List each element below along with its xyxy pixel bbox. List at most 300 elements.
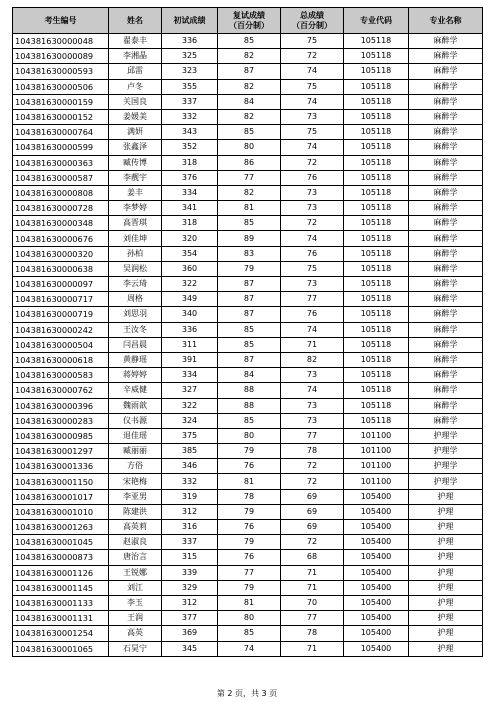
cell-exam-id: 104381630000985 bbox=[13, 428, 109, 443]
cell-total-score: 77 bbox=[281, 611, 344, 626]
cell-exam-id: 104381630000097 bbox=[13, 277, 109, 292]
cell-total-score: 73 bbox=[281, 398, 344, 413]
table-row bbox=[13, 504, 483, 519]
cell-exam-id: 104381630001145 bbox=[13, 580, 109, 595]
table-row bbox=[13, 626, 483, 641]
cell-retest-score: 82 bbox=[218, 185, 281, 200]
cell-exam-id: 104381630000583 bbox=[13, 368, 109, 383]
cell-name: 仪书源 bbox=[109, 413, 162, 428]
cell-major-code: 101100 bbox=[344, 444, 409, 459]
table-row bbox=[13, 307, 483, 322]
cell-major-code: 105118 bbox=[344, 216, 409, 231]
cell-initial-score: 334 bbox=[162, 368, 218, 383]
cell-retest-score: 85 bbox=[218, 626, 281, 641]
cell-name: 蒋婷婷 bbox=[109, 368, 162, 383]
cell-exam-id: 104381630000587 bbox=[13, 170, 109, 185]
cell-major-code: 105118 bbox=[344, 49, 409, 64]
cell-name: 翟泰丰 bbox=[109, 34, 162, 49]
cell-major-code: 105118 bbox=[344, 185, 409, 200]
cell-exam-id: 104381630001150 bbox=[13, 474, 109, 489]
cell-total-score: 78 bbox=[281, 444, 344, 459]
cell-major-code: 105118 bbox=[344, 246, 409, 261]
cell-exam-id: 104381630000283 bbox=[13, 413, 109, 428]
cell-initial-score: 376 bbox=[162, 170, 218, 185]
cell-retest-score: 85 bbox=[218, 34, 281, 49]
cell-name: 李亚男 bbox=[109, 489, 162, 504]
cell-exam-id: 104381630000717 bbox=[13, 292, 109, 307]
cell-name: 李梦婷 bbox=[109, 201, 162, 216]
cell-major-name: 护理学 bbox=[409, 459, 483, 474]
cell-major-code: 105400 bbox=[344, 504, 409, 519]
cell-total-score: 74 bbox=[281, 140, 344, 155]
cell-exam-id: 104381630000506 bbox=[13, 79, 109, 94]
cell-initial-score: 334 bbox=[162, 185, 218, 200]
cell-initial-score: 346 bbox=[162, 459, 218, 474]
cell-exam-id: 104381630000593 bbox=[13, 64, 109, 79]
cell-name: 方俗 bbox=[109, 459, 162, 474]
cell-initial-score: 352 bbox=[162, 140, 218, 155]
cell-total-score: 76 bbox=[281, 170, 344, 185]
cell-total-score: 72 bbox=[281, 216, 344, 231]
cell-major-name: 麻醉学 bbox=[409, 140, 483, 155]
cell-name: 魏雨歆 bbox=[109, 398, 162, 413]
cell-total-score: 72 bbox=[281, 155, 344, 170]
cell-exam-id: 104381630000089 bbox=[13, 49, 109, 64]
cell-major-name: 麻醉学 bbox=[409, 261, 483, 276]
cell-total-score: 71 bbox=[281, 641, 344, 656]
cell-major-code: 105118 bbox=[344, 170, 409, 185]
cell-exam-id: 104381630001010 bbox=[13, 504, 109, 519]
cell-major-name: 麻醉学 bbox=[409, 34, 483, 49]
cell-name: 卢冬 bbox=[109, 79, 162, 94]
table-row bbox=[13, 444, 483, 459]
cell-retest-score: 81 bbox=[218, 595, 281, 610]
cell-initial-score: 391 bbox=[162, 352, 218, 367]
cell-total-score: 73 bbox=[281, 368, 344, 383]
cell-name: 黄静瑶 bbox=[109, 352, 162, 367]
header-name: 姓名 bbox=[109, 8, 162, 34]
cell-name: 邱雷 bbox=[109, 64, 162, 79]
cell-name: 李湘晶 bbox=[109, 49, 162, 64]
cell-retest-score: 85 bbox=[218, 413, 281, 428]
cell-major-name: 护理 bbox=[409, 550, 483, 565]
cell-retest-score: 82 bbox=[218, 79, 281, 94]
cell-major-name: 护理 bbox=[409, 489, 483, 504]
cell-exam-id: 104381630000762 bbox=[13, 383, 109, 398]
cell-major-name: 麻醉学 bbox=[409, 368, 483, 383]
cell-major-name: 麻醉学 bbox=[409, 201, 483, 216]
table-row bbox=[13, 155, 483, 170]
cell-total-score: 82 bbox=[281, 352, 344, 367]
cell-name: 辛威健 bbox=[109, 383, 162, 398]
cell-major-code: 105118 bbox=[344, 261, 409, 276]
cell-exam-id: 104381630001017 bbox=[13, 489, 109, 504]
cell-major-name: 护理学 bbox=[409, 428, 483, 443]
cell-major-name: 护理 bbox=[409, 565, 483, 580]
cell-initial-score: 311 bbox=[162, 337, 218, 352]
cell-exam-id: 104381630000320 bbox=[13, 246, 109, 261]
cell-exam-id: 104381630001065 bbox=[13, 641, 109, 656]
cell-major-name: 麻醉学 bbox=[409, 292, 483, 307]
cell-retest-score: 78 bbox=[218, 489, 281, 504]
cell-total-score: 75 bbox=[281, 125, 344, 140]
cell-major-code: 105400 bbox=[344, 535, 409, 550]
cell-initial-score: 312 bbox=[162, 504, 218, 519]
cell-initial-score: 318 bbox=[162, 216, 218, 231]
cell-total-score: 74 bbox=[281, 322, 344, 337]
table-row bbox=[13, 368, 483, 383]
table-row bbox=[13, 170, 483, 185]
cell-exam-id: 104381630000348 bbox=[13, 216, 109, 231]
cell-name: 孙柏 bbox=[109, 246, 162, 261]
table-row bbox=[13, 535, 483, 550]
cell-retest-score: 79 bbox=[218, 535, 281, 550]
cell-exam-id: 104381630000764 bbox=[13, 125, 109, 140]
table-row bbox=[13, 49, 483, 64]
cell-exam-id: 104381630000873 bbox=[13, 550, 109, 565]
cell-name: 臧丽丽 bbox=[109, 444, 162, 459]
cell-name: 关国良 bbox=[109, 94, 162, 109]
cell-name: 吴润松 bbox=[109, 261, 162, 276]
cell-total-score: 72 bbox=[281, 459, 344, 474]
cell-initial-score: 340 bbox=[162, 307, 218, 322]
table-row bbox=[13, 79, 483, 94]
cell-major-name: 麻醉学 bbox=[409, 64, 483, 79]
cell-major-name: 麻醉学 bbox=[409, 216, 483, 231]
header-row bbox=[13, 8, 483, 34]
cell-major-name: 麻醉学 bbox=[409, 398, 483, 413]
cell-exam-id: 104381630000396 bbox=[13, 398, 109, 413]
table-row bbox=[13, 489, 483, 504]
cell-total-score: 73 bbox=[281, 277, 344, 292]
cell-major-name: 护理学 bbox=[409, 474, 483, 489]
cell-initial-score: 337 bbox=[162, 535, 218, 550]
cell-retest-score: 82 bbox=[218, 109, 281, 124]
cell-major-code: 105400 bbox=[344, 489, 409, 504]
table-row bbox=[13, 216, 483, 231]
cell-total-score: 72 bbox=[281, 535, 344, 550]
cell-retest-score: 79 bbox=[218, 444, 281, 459]
cell-major-name: 麻醉学 bbox=[409, 277, 483, 292]
cell-total-score: 77 bbox=[281, 428, 344, 443]
cell-name: 唐治言 bbox=[109, 550, 162, 565]
cell-retest-score: 85 bbox=[218, 322, 281, 337]
table-row bbox=[13, 277, 483, 292]
cell-major-code: 101100 bbox=[344, 459, 409, 474]
cell-total-score: 74 bbox=[281, 383, 344, 398]
cell-major-name: 麻醉学 bbox=[409, 246, 483, 261]
cell-total-score: 69 bbox=[281, 504, 344, 519]
cell-major-name: 麻醉学 bbox=[409, 337, 483, 352]
cell-major-code: 105118 bbox=[344, 352, 409, 367]
cell-major-code: 105118 bbox=[344, 277, 409, 292]
table-row bbox=[13, 428, 483, 443]
cell-retest-score: 76 bbox=[218, 550, 281, 565]
cell-exam-id: 104381630001133 bbox=[13, 595, 109, 610]
cell-major-code: 105118 bbox=[344, 231, 409, 246]
cell-major-name: 麻醉学 bbox=[409, 170, 483, 185]
cell-total-score: 74 bbox=[281, 231, 344, 246]
cell-major-code: 105118 bbox=[344, 383, 409, 398]
cell-exam-id: 104381630000808 bbox=[13, 185, 109, 200]
cell-retest-score: 87 bbox=[218, 292, 281, 307]
cell-initial-score: 336 bbox=[162, 34, 218, 49]
cell-exam-id: 104381630000363 bbox=[13, 155, 109, 170]
table-row bbox=[13, 322, 483, 337]
cell-name: 周格 bbox=[109, 292, 162, 307]
cell-initial-score: 336 bbox=[162, 322, 218, 337]
table-row bbox=[13, 580, 483, 595]
cell-major-code: 105118 bbox=[344, 64, 409, 79]
cell-major-name: 护理 bbox=[409, 580, 483, 595]
table-row bbox=[13, 261, 483, 276]
cell-major-code: 105400 bbox=[344, 580, 409, 595]
cell-name: 高英 bbox=[109, 626, 162, 641]
cell-retest-score: 79 bbox=[218, 504, 281, 519]
cell-major-name: 麻醉学 bbox=[409, 383, 483, 398]
cell-major-name: 麻醉学 bbox=[409, 231, 483, 246]
cell-retest-score: 87 bbox=[218, 64, 281, 79]
cell-major-code: 101100 bbox=[344, 428, 409, 443]
cell-initial-score: 332 bbox=[162, 474, 218, 489]
cell-total-score: 77 bbox=[281, 292, 344, 307]
table-row bbox=[13, 398, 483, 413]
cell-retest-score: 85 bbox=[218, 125, 281, 140]
cell-major-code: 105118 bbox=[344, 140, 409, 155]
cell-retest-score: 74 bbox=[218, 641, 281, 656]
table-row bbox=[13, 64, 483, 79]
cell-exam-id: 104381630000676 bbox=[13, 231, 109, 246]
cell-name: 陈建洪 bbox=[109, 504, 162, 519]
cell-retest-score: 77 bbox=[218, 170, 281, 185]
cell-major-code: 105118 bbox=[344, 125, 409, 140]
cell-retest-score: 80 bbox=[218, 611, 281, 626]
cell-major-name: 麻醉学 bbox=[409, 352, 483, 367]
table-row bbox=[13, 125, 483, 140]
cell-major-code: 105400 bbox=[344, 520, 409, 535]
cell-total-score: 74 bbox=[281, 94, 344, 109]
cell-initial-score: 312 bbox=[162, 595, 218, 610]
cell-initial-score: 324 bbox=[162, 413, 218, 428]
cell-retest-score: 84 bbox=[218, 94, 281, 109]
cell-major-code: 105400 bbox=[344, 595, 409, 610]
cell-total-score: 70 bbox=[281, 595, 344, 610]
table-row bbox=[13, 413, 483, 428]
cell-major-code: 105400 bbox=[344, 641, 409, 656]
cell-exam-id: 104381630000152 bbox=[13, 109, 109, 124]
cell-major-code: 105118 bbox=[344, 79, 409, 94]
cell-initial-score: 337 bbox=[162, 94, 218, 109]
table-row bbox=[13, 292, 483, 307]
cell-major-code: 105118 bbox=[344, 201, 409, 216]
cell-name: 赵淑良 bbox=[109, 535, 162, 550]
cell-major-code: 105400 bbox=[344, 565, 409, 580]
cell-major-name: 麻醉学 bbox=[409, 79, 483, 94]
cell-total-score: 71 bbox=[281, 565, 344, 580]
cell-retest-score: 76 bbox=[218, 459, 281, 474]
cell-name: 姜媛美 bbox=[109, 109, 162, 124]
cell-major-name: 麻醉学 bbox=[409, 155, 483, 170]
cell-initial-score: 345 bbox=[162, 641, 218, 656]
cell-name: 刘江 bbox=[109, 580, 162, 595]
cell-major-code: 105118 bbox=[344, 337, 409, 352]
table-header bbox=[13, 8, 483, 34]
cell-retest-score: 81 bbox=[218, 474, 281, 489]
cell-name: 宋艳梅 bbox=[109, 474, 162, 489]
cell-total-score: 75 bbox=[281, 261, 344, 276]
cell-exam-id: 104381630000504 bbox=[13, 337, 109, 352]
cell-retest-score: 81 bbox=[218, 201, 281, 216]
cell-exam-id: 104381630001263 bbox=[13, 520, 109, 535]
cell-exam-id: 104381630000719 bbox=[13, 307, 109, 322]
table-row bbox=[13, 231, 483, 246]
cell-retest-score: 82 bbox=[218, 49, 281, 64]
cell-major-name: 麻醉学 bbox=[409, 109, 483, 124]
cell-major-code: 105400 bbox=[344, 550, 409, 565]
cell-retest-score: 76 bbox=[218, 520, 281, 535]
cell-major-name: 护理 bbox=[409, 641, 483, 656]
cell-initial-score: 320 bbox=[162, 231, 218, 246]
cell-initial-score: 354 bbox=[162, 246, 218, 261]
page-footer: 第 2 页，共 3 页 bbox=[216, 689, 278, 698]
table-row bbox=[13, 520, 483, 535]
cell-exam-id: 104381630001336 bbox=[13, 459, 109, 474]
table-row bbox=[13, 595, 483, 610]
table-row bbox=[13, 337, 483, 352]
table-row bbox=[13, 185, 483, 200]
header-retest-score: 复试成绩 （百分制） bbox=[218, 8, 281, 34]
cell-name: 退佳瑶 bbox=[109, 428, 162, 443]
cell-retest-score: 88 bbox=[218, 383, 281, 398]
cell-name: 高英莉 bbox=[109, 520, 162, 535]
score-table bbox=[12, 7, 483, 657]
cell-major-code: 105118 bbox=[344, 109, 409, 124]
cell-retest-score: 79 bbox=[218, 261, 281, 276]
cell-major-code: 105400 bbox=[344, 611, 409, 626]
cell-total-score: 69 bbox=[281, 520, 344, 535]
cell-major-name: 护理 bbox=[409, 535, 483, 550]
table-row bbox=[13, 246, 483, 261]
cell-total-score: 68 bbox=[281, 550, 344, 565]
header-total-score: 总成绩 （百分制） bbox=[281, 8, 344, 34]
cell-initial-score: 318 bbox=[162, 155, 218, 170]
table-row bbox=[13, 383, 483, 398]
cell-total-score: 74 bbox=[281, 64, 344, 79]
cell-initial-score: 323 bbox=[162, 64, 218, 79]
cell-major-name: 麻醉学 bbox=[409, 125, 483, 140]
cell-total-score: 73 bbox=[281, 413, 344, 428]
cell-total-score: 72 bbox=[281, 474, 344, 489]
cell-initial-score: 332 bbox=[162, 109, 218, 124]
cell-name: 刘佳坤 bbox=[109, 231, 162, 246]
cell-retest-score: 85 bbox=[218, 337, 281, 352]
cell-exam-id: 104381630001254 bbox=[13, 626, 109, 641]
cell-total-score: 78 bbox=[281, 626, 344, 641]
table-row bbox=[13, 201, 483, 216]
cell-retest-score: 86 bbox=[218, 155, 281, 170]
cell-exam-id: 104381630001045 bbox=[13, 535, 109, 550]
cell-initial-score: 327 bbox=[162, 383, 218, 398]
cell-exam-id: 104381630000048 bbox=[13, 34, 109, 49]
cell-exam-id: 104381630000242 bbox=[13, 322, 109, 337]
table-row bbox=[13, 474, 483, 489]
cell-name: 张鑫泽 bbox=[109, 140, 162, 155]
cell-initial-score: 385 bbox=[162, 444, 218, 459]
table-row bbox=[13, 109, 483, 124]
cell-major-name: 护理 bbox=[409, 626, 483, 641]
cell-major-code: 105118 bbox=[344, 322, 409, 337]
cell-retest-score: 87 bbox=[218, 277, 281, 292]
cell-retest-score: 84 bbox=[218, 368, 281, 383]
cell-major-code: 105118 bbox=[344, 307, 409, 322]
cell-name: 臧传博 bbox=[109, 155, 162, 170]
cell-initial-score: 377 bbox=[162, 611, 218, 626]
cell-total-score: 75 bbox=[281, 79, 344, 94]
cell-initial-score: 369 bbox=[162, 626, 218, 641]
header-major-code: 专业代码 bbox=[344, 8, 409, 34]
cell-retest-score: 89 bbox=[218, 231, 281, 246]
table-row bbox=[13, 550, 483, 565]
cell-retest-score: 85 bbox=[218, 216, 281, 231]
cell-total-score: 75 bbox=[281, 34, 344, 49]
table-row bbox=[13, 641, 483, 656]
cell-exam-id: 104381630001131 bbox=[13, 611, 109, 626]
cell-initial-score: 375 bbox=[162, 428, 218, 443]
cell-retest-score: 80 bbox=[218, 428, 281, 443]
cell-total-score: 76 bbox=[281, 246, 344, 261]
cell-exam-id: 104381630000618 bbox=[13, 352, 109, 367]
cell-major-name: 护理 bbox=[409, 595, 483, 610]
table-row bbox=[13, 34, 483, 49]
cell-major-name: 麻醉学 bbox=[409, 307, 483, 322]
cell-name: 姜丰 bbox=[109, 185, 162, 200]
cell-major-code: 105118 bbox=[344, 292, 409, 307]
cell-name: 李云琦 bbox=[109, 277, 162, 292]
cell-retest-score: 87 bbox=[218, 307, 281, 322]
cell-major-name: 麻醉学 bbox=[409, 49, 483, 64]
cell-name: 石昊宁 bbox=[109, 641, 162, 656]
cell-name: 王锐娜 bbox=[109, 565, 162, 580]
cell-initial-score: 325 bbox=[162, 49, 218, 64]
cell-major-code: 101100 bbox=[344, 474, 409, 489]
cell-exam-id: 104381630001297 bbox=[13, 444, 109, 459]
table-body bbox=[13, 34, 483, 657]
cell-initial-score: 339 bbox=[162, 565, 218, 580]
cell-name: 李玉 bbox=[109, 595, 162, 610]
cell-retest-score: 80 bbox=[218, 140, 281, 155]
table-row bbox=[13, 565, 483, 580]
cell-retest-score: 79 bbox=[218, 580, 281, 595]
table-row bbox=[13, 611, 483, 626]
cell-major-name: 麻醉学 bbox=[409, 322, 483, 337]
cell-total-score: 72 bbox=[281, 49, 344, 64]
cell-name: 满妍 bbox=[109, 125, 162, 140]
cell-total-score: 73 bbox=[281, 109, 344, 124]
cell-initial-score: 316 bbox=[162, 520, 218, 535]
cell-total-score: 71 bbox=[281, 337, 344, 352]
table-row bbox=[13, 94, 483, 109]
cell-major-name: 护理 bbox=[409, 504, 483, 519]
cell-exam-id: 104381630000599 bbox=[13, 140, 109, 155]
cell-major-name: 护理 bbox=[409, 520, 483, 535]
cell-initial-score: 343 bbox=[162, 125, 218, 140]
cell-major-name: 麻醉学 bbox=[409, 94, 483, 109]
cell-major-code: 105118 bbox=[344, 413, 409, 428]
cell-exam-id: 104381630000728 bbox=[13, 201, 109, 216]
cell-retest-score: 83 bbox=[218, 246, 281, 261]
header-initial-score: 初试成绩 bbox=[162, 8, 218, 34]
cell-exam-id: 104381630000638 bbox=[13, 261, 109, 276]
